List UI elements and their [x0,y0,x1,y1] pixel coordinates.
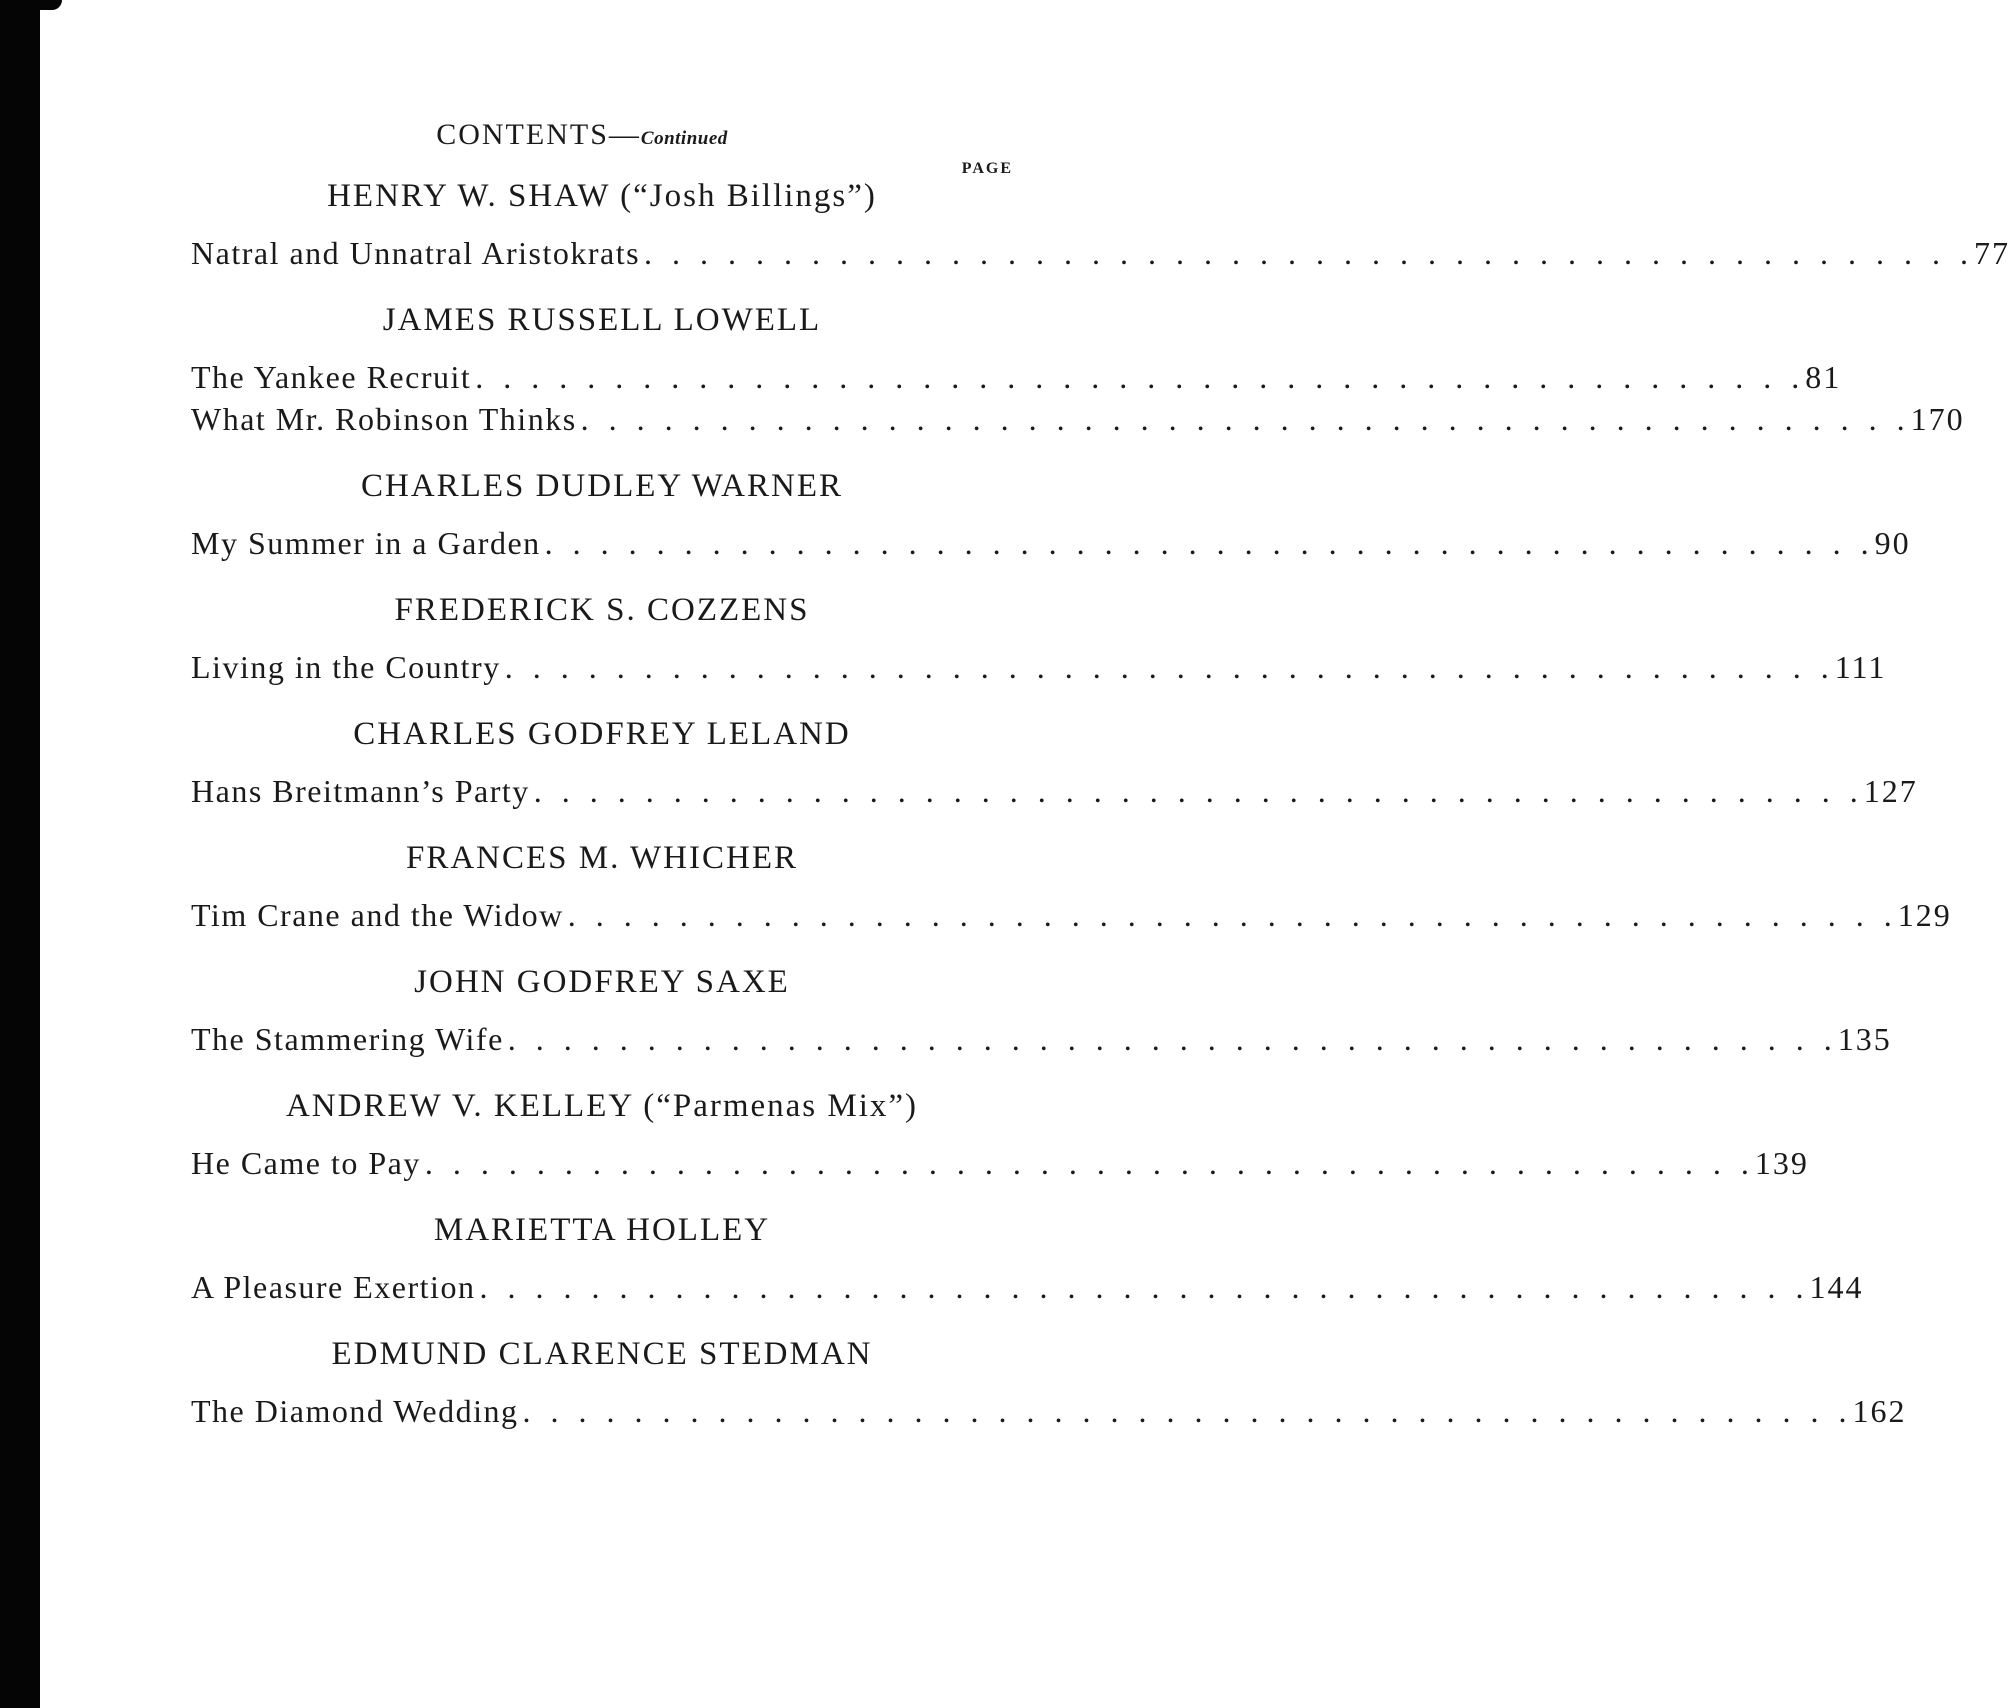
author-heading: JOHN GODFREY SAXE [414,964,790,1000]
contents-title-dash: — [608,118,641,151]
author-heading: HENRY W. SHAW (“Josh Billings”) [327,178,877,214]
author-section [191,1080,1809,1198]
contents-entry [191,1142,1809,1184]
section-spacer [191,1308,1013,1322]
entry-title: The Yankee Recruit [191,359,472,395]
contents-entry [191,1018,1892,1060]
contents-title-text: CONTENTS [436,118,609,151]
contents-entry [191,398,1965,440]
dot-leader: . . . . . . . . . . . . . . . . . . . . . . . . . . . . . . . . . . . . . . . . . . . . . . . . [580,401,1911,437]
entry-title: Tim Crane and the Widow [191,897,564,933]
contents-page [191,118,2010,1446]
contents-subtitle: Continued [640,128,728,149]
entry-page-number: 77 [1974,235,2010,271]
entry-title: A Pleasure Exertion [191,1269,476,1305]
section-spacer [191,274,1013,288]
author-section [191,460,1911,578]
entry-page-number: 81 [1805,359,1842,395]
dot-leader: . . . . . . . . . . . . . . . . . . . . . . . . . . . . . . . . . . . . . . . . . . . . . . . . [479,1269,1810,1305]
dot-leader: . . . . . . . . . . . . . . . . . . . . . . . . . . . . . . . . . . . . . . . . . . . . . . . . [522,1393,1853,1429]
section-spacer [191,1184,1013,1198]
author-heading: FREDERICK S. COZZENS [394,592,810,628]
page-column-label: PAGE [961,160,1013,177]
author-section [191,294,1965,454]
entry-title: What Mr. Robinson Thinks [191,401,577,437]
entry-title: He Came to Pay [191,1145,421,1181]
entry-page-number: 111 [1834,649,1887,685]
section-spacer [191,936,1013,950]
contents-entry [191,894,1952,936]
contents-entry [191,1390,1907,1432]
dot-leader: . . . . . . . . . . . . . . . . . . . . . . . . . . . . . . . . . . . . . . . . . . . . . . . . [424,1145,1755,1181]
section-spacer [191,812,1013,826]
author-section [191,170,2010,288]
author-section [191,832,1952,950]
author-heading: FRANCES M. WHICHER [405,840,799,876]
entry-page-number: 162 [1852,1393,1907,1429]
contents-title [191,118,1013,152]
author-section [191,956,1892,1074]
contents-list [191,170,2010,1446]
author-section [191,584,1887,702]
section-spacer [191,688,1013,702]
author-heading: EDMUND CLARENCE STEDMAN [331,1336,873,1372]
author-heading: MARIETTA HOLLEY [433,1212,771,1248]
dot-leader: . . . . . . . . . . . . . . . . . . . . . . . . . . . . . . . . . . . . . . . . . . . . . . . . [507,1021,1838,1057]
section-spacer [191,440,1013,454]
author-section [191,1204,1864,1322]
author-heading: CHARLES DUDLEY WARNER [360,468,843,504]
contents-entry [191,232,2010,274]
entry-page-number: 170 [1910,401,1965,437]
section-spacer [191,1432,1013,1446]
contents-entry [191,1266,1864,1308]
section-spacer [191,564,1013,578]
entry-page-number: 139 [1754,1145,1809,1181]
entry-title: Living in the Country [191,649,501,685]
entry-title: Hans Breitmann’s Party [191,773,530,809]
dot-leader: . . . . . . . . . . . . . . . . . . . . . . . . . . . . . . . . . . . . . . . . . . . . . . . . [567,897,1898,933]
contents-entry [191,522,1911,564]
entry-page-number: 135 [1837,1021,1892,1057]
entry-page-number: 90 [1874,525,1911,561]
dot-leader: . . . . . . . . . . . . . . . . . . . . . . . . . . . . . . . . . . . . . . . . . . . . . . . . [475,359,1806,395]
entry-page-number: 144 [1809,1269,1864,1305]
author-heading: CHARLES GODFREY LELAND [353,716,851,752]
author-section [191,1328,1907,1446]
binding-edge [0,0,40,1708]
contents-entry [191,356,1842,398]
entry-title: Natral and Unnatral Aristokrats [191,235,641,271]
dot-leader: . . . . . . . . . . . . . . . . . . . . . . . . . . . . . . . . . . . . . . . . . . . . . . . . [504,649,1835,685]
entry-page-number: 129 [1897,897,1952,933]
dot-leader: . . . . . . . . . . . . . . . . . . . . . . . . . . . . . . . . . . . . . . . . . . . . . . . . [533,773,1864,809]
author-heading: JAMES RUSSELL LOWELL [382,302,822,338]
binding-notch [36,0,62,10]
dot-leader: . . . . . . . . . . . . . . . . . . . . . . . . . . . . . . . . . . . . . . . . . . . . . . . . [644,235,1975,271]
author-heading: ANDREW V. KELLEY (“Parmenas Mix”) [285,1088,919,1124]
entry-title: My Summer in a Garden [191,525,541,561]
entry-page-number: 127 [1863,773,1918,809]
contents-entry [191,770,1918,812]
entry-title: The Diamond Wedding [191,1393,519,1429]
dot-leader: . . . . . . . . . . . . . . . . . . . . . . . . . . . . . . . . . . . . . . . . . . . . . . . . [544,525,1875,561]
contents-entry [191,646,1887,688]
entry-title: The Stammering Wife [191,1021,504,1057]
section-spacer [191,1060,1013,1074]
author-section [191,708,1918,826]
